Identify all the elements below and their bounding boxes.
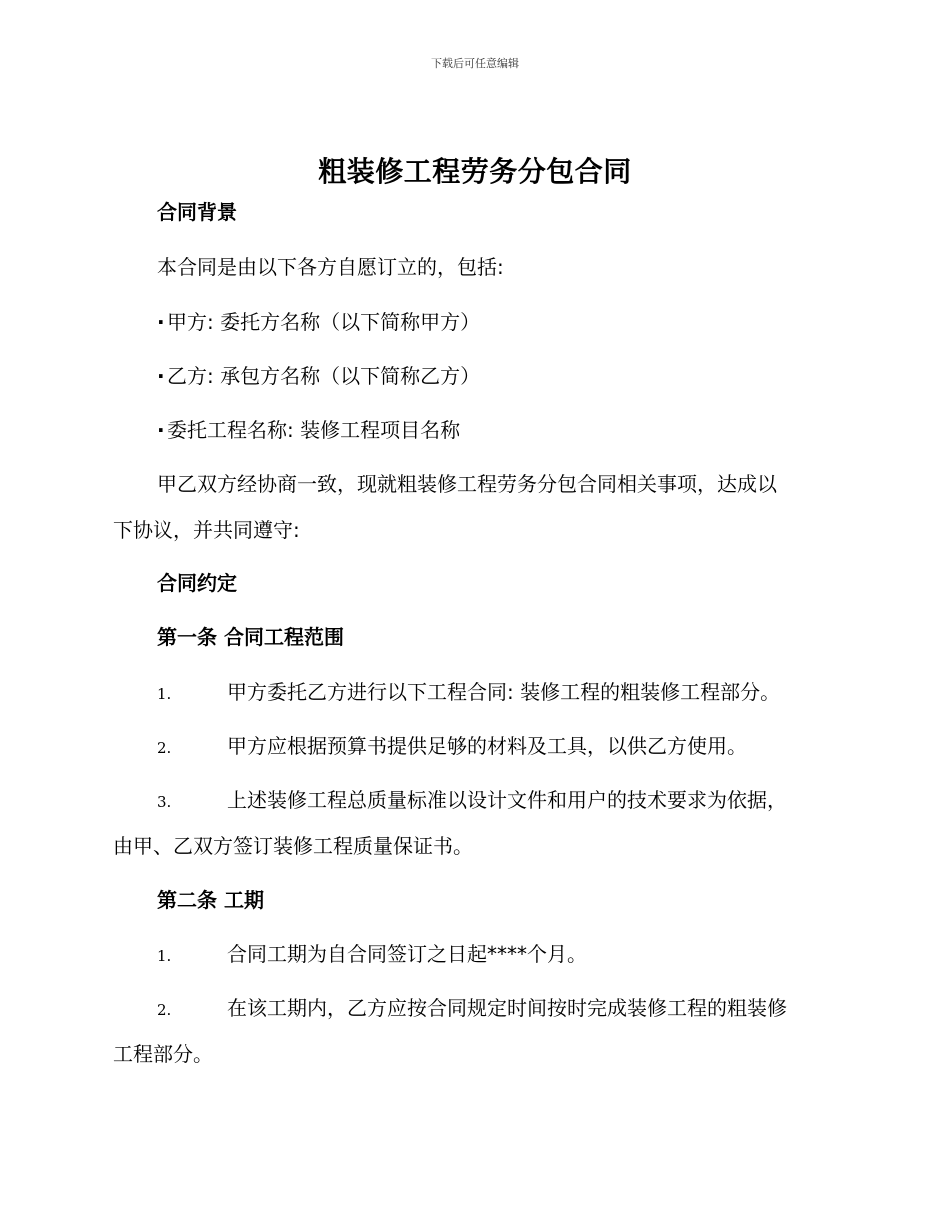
party-b-line bbox=[113, 362, 881, 390]
item-number: 3. bbox=[157, 793, 172, 811]
item-number: 2. bbox=[157, 1001, 172, 1019]
item-number: 2. bbox=[157, 739, 172, 757]
party-a-line bbox=[113, 308, 881, 336]
article1-item-3-continuation: 由甲、乙双方签订装修工程质量保证书。 bbox=[113, 834, 473, 858]
agreement-paragraph-line2: 下协议，并共同遵守: bbox=[113, 518, 300, 542]
article2-item-2 bbox=[113, 994, 881, 1024]
party-a-text: 甲方: 委托方名称（以下简称甲方） bbox=[167, 310, 481, 334]
item-number: 1. bbox=[157, 685, 172, 703]
item-text: 甲方应根据预算书提供足够的材料及工具，以供乙方使用。 bbox=[227, 734, 747, 758]
article1-heading: 第一条 合同工程范围 bbox=[157, 625, 344, 649]
article1-item-3 bbox=[113, 786, 881, 816]
item-text: 在该工期内，乙方应按合同规定时间按时完成装修工程的粗装修 bbox=[227, 996, 787, 1020]
article2-heading: 第二条 工期 bbox=[157, 888, 264, 912]
agreement-paragraph-line1: 甲乙双方经协商一致，现就粗装修工程劳务分包合同相关事项，达成以 bbox=[157, 472, 777, 496]
intro-paragraph: 本合同是由以下各方自愿订立的，包括: bbox=[157, 255, 504, 279]
item-number: 1. bbox=[157, 947, 172, 965]
article2-item-2-continuation: 工程部分。 bbox=[113, 1042, 213, 1066]
item-text: 甲方委托乙方进行以下工程合同: 装修工程的粗装修工程部分。 bbox=[227, 680, 781, 704]
section-heading-background: 合同背景 bbox=[157, 200, 237, 224]
party-b-text: 乙方: 承包方名称（以下简称乙方） bbox=[167, 364, 481, 388]
section-heading-terms: 合同约定 bbox=[157, 571, 237, 595]
bullet-icon: · bbox=[157, 418, 165, 442]
item-text: 合同工期为自合同签订之日起****个月。 bbox=[227, 942, 587, 966]
project-name-line bbox=[113, 416, 881, 444]
article1-item-1 bbox=[113, 678, 881, 708]
bullet-icon: · bbox=[157, 310, 165, 334]
project-name-text: 委托工程名称: 装修工程项目名称 bbox=[167, 418, 461, 442]
bullet-icon: · bbox=[157, 364, 165, 388]
article1-item-2 bbox=[113, 732, 881, 762]
document-title: 粗装修工程劳务分包合同 bbox=[318, 155, 632, 188]
article2-item-1 bbox=[113, 940, 881, 970]
item-text: 上述装修工程总质量标准以设计文件和用户的技术要求为依据， bbox=[227, 788, 787, 812]
header-note: 下载后可任意编辑 bbox=[431, 57, 519, 70]
